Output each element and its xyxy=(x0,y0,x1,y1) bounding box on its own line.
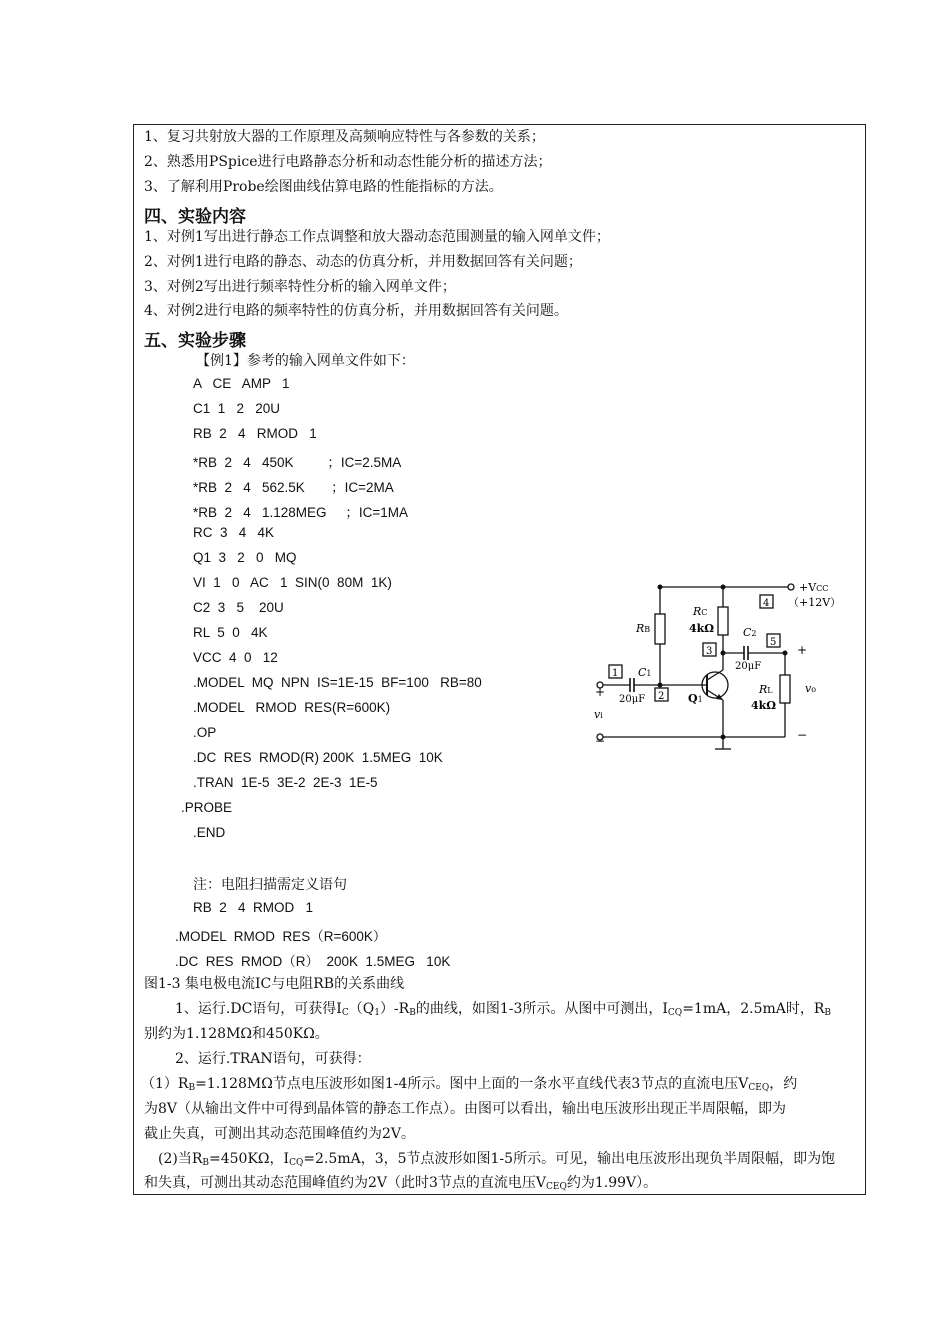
netlist-line: .MODEL RMOD RES(R=600K) xyxy=(193,700,391,715)
rl-resistor xyxy=(780,675,790,703)
paragraph-case2: (2)当$R_B=450K\Omega$，$I_{CQ}=2.5mA$，3，5节点波形如图1-5所示。可见，输出电压波形出现负半周限幅，即为饱 xyxy=(158,1151,836,1168)
netlist-line: VCC 4 0 12 xyxy=(193,650,278,665)
section4-item-3: 3、对例2写出进行频率特性分析的输入网单文件； xyxy=(144,279,456,295)
vcc-terminal xyxy=(788,584,794,590)
ce-amplifier-circuit-diagram xyxy=(585,575,850,755)
node-4-label: 4 xyxy=(763,598,770,609)
node-1-label: 1 xyxy=(612,668,619,679)
paragraph-case1-line2: 为8V（从输出文件中可得到晶体管的静态工作点）。由图可以看出，输出电压波形出现正半周限幅，即为 xyxy=(144,1101,787,1117)
netlist-line: RL 5 0 4K xyxy=(193,625,268,640)
netlist-line: .DC RES RMOD(R) 200K 1.5MEG 10K xyxy=(193,750,443,765)
netlist-line: RC 3 4 4K xyxy=(193,525,275,540)
rl-label: RL xyxy=(759,683,773,696)
note-line: .DC RES RMOD（R） 200K 1.5MEG 10K xyxy=(175,954,451,969)
netlist-line: .MODEL MQ NPN IS=1E-15 BF=100 RB=80 xyxy=(193,675,482,690)
node-5-label: 5 xyxy=(770,637,777,648)
paragraph-dc: 1、运行.DC语句，可获得$I_C(Q_1)-R_B$的曲线，如图1-3所示。从图中可测出，$I_{CQ}=1mA$，2.5mA时，$R_B$ xyxy=(175,1001,832,1018)
paragraph-case1-line3: 截止失真，可测出其动态范围峰值约为2V。 xyxy=(144,1126,416,1142)
output-minus: − xyxy=(797,728,808,742)
netlist-line: .TRAN 1E-5 3E-2 2E-3 1E-5 xyxy=(193,775,378,790)
netlist-line: A CE AMP 1 xyxy=(193,376,290,391)
c2-value: 20μF xyxy=(735,661,762,672)
vo-label: vo xyxy=(805,682,817,695)
figure-1-3-caption: 图1-3 集电极电流IC与电阻RB的关系曲线 xyxy=(144,976,405,992)
section5-title: 五、实验步骤 xyxy=(144,331,246,351)
vi-label: vi xyxy=(594,708,603,721)
objective-2: 2、熟悉用PSpice进行电路静态分析和动态性能分析的描述方法； xyxy=(144,154,552,170)
netlist-line: Q1 3 2 0 MQ xyxy=(193,550,297,565)
node-2-label: 2 xyxy=(658,691,665,702)
c2-label: C2 xyxy=(743,626,757,639)
vcc-label: +VCC xyxy=(799,581,829,594)
c1-label: C1 xyxy=(638,666,652,679)
rc-label: RC xyxy=(693,605,708,618)
q1-label: Q1 xyxy=(688,692,703,705)
rc-resistor xyxy=(718,607,728,635)
netlist-line: VI 1 0 AC 1 SIN(0 80M 1K) xyxy=(193,575,392,590)
section4-item-1: 1、对例1写出进行静态工作点调整和放大器动态范围测量的输入网单文件； xyxy=(144,229,610,245)
note-line: RB 2 4 RMOD 1 xyxy=(193,900,314,915)
section4-item-2: 2、对例1进行电路的静态、动态的仿真分析，并用数据回答有关问题； xyxy=(144,254,582,270)
section4-title: 四、实验内容 xyxy=(144,207,246,227)
netlist-line: *RB 2 4 562.5K ；IC=2MA xyxy=(193,480,394,495)
input-minus: − xyxy=(595,734,606,748)
paragraph-dc-line2: 别约为1.128MΩ和450KΩ。 xyxy=(144,1026,329,1042)
rc-value: 4kΩ xyxy=(689,622,715,635)
input-plus: + xyxy=(595,685,606,699)
note-title: 注：电阻扫描需定义语句 xyxy=(193,877,347,893)
netlist-line: C1 1 2 20U xyxy=(193,401,281,416)
paragraph-tran: 2、运行.TRAN语句，可获得： xyxy=(175,1051,371,1067)
netlist-line: .END xyxy=(193,825,226,840)
netlist-line: .PROBE xyxy=(181,800,233,815)
netlist-line: *RB 2 4 1.128MEG ；IC=1MA xyxy=(193,505,408,520)
netlist-line: RB 2 4 RMOD 1 xyxy=(193,426,317,441)
vcc-value: （+12V） xyxy=(788,596,842,609)
example1-intro: 【例1】参考的输入网单文件如下： xyxy=(196,353,415,369)
netlist-line: *RB 2 4 450K ；IC=2.5MA xyxy=(193,455,402,470)
objective-1: 1、复习共射放大器的工作原理及高频响应特性与各参数的关系； xyxy=(144,129,545,145)
netlist-line: C2 3 5 20U xyxy=(193,600,284,615)
netlist-line: .OP xyxy=(193,725,217,740)
note-line: .MODEL RMOD RES（R=600K） xyxy=(175,929,387,944)
c1-value: 20μF xyxy=(619,694,646,705)
rb-resistor xyxy=(655,614,665,644)
paragraph-case2-line2: 和失真，可测出其动态范围峰值约为2V（此时3节点的直流电压$V_{CEQ}$约为1.99V）。 xyxy=(144,1175,658,1192)
rl-value: 4kΩ xyxy=(751,699,777,712)
node-3-label: 3 xyxy=(706,646,713,657)
paragraph-case1: $(1)R_B=1.128M\Omega$节点电压波形如图1-4所示。图中上面的一条水平直线代表3节点的直流电压$V_{CEQ}$，约 xyxy=(141,1076,798,1093)
rb-label: RB xyxy=(636,622,651,635)
objective-3: 3、了解利用Probe绘图曲线估算电路的性能指标的方法。 xyxy=(144,179,503,195)
output-plus: + xyxy=(797,643,808,657)
section4-item-4: 4、对例2进行电路的频率特性的仿真分析，并用数据回答有关问题。 xyxy=(144,303,568,319)
